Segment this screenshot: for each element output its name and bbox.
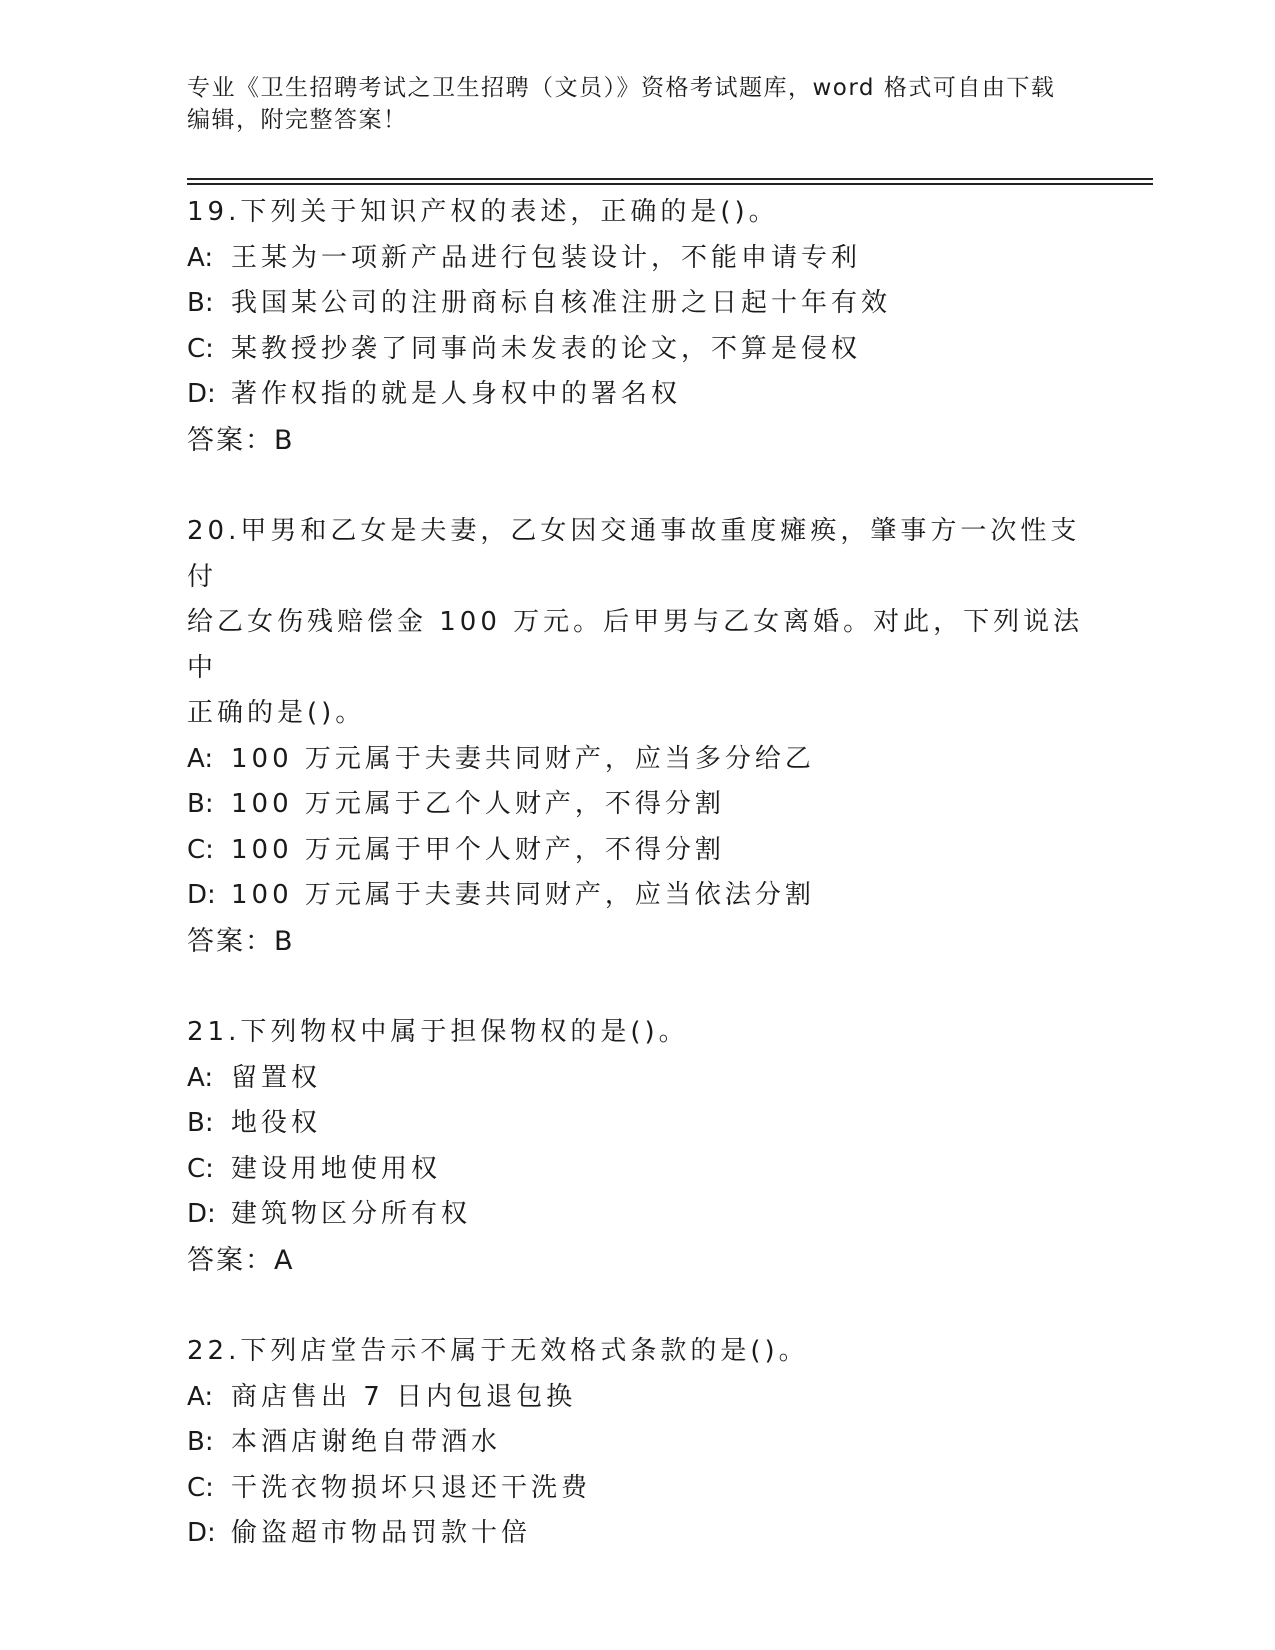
option-text: 地役权 xyxy=(231,1108,322,1138)
option-text: 王某为一项新产品进行包装设计，不能申请专利 xyxy=(231,242,862,273)
header-line: 编辑，附完整答案！ xyxy=(187,107,408,133)
option-text: 100 万元属于甲个人财产，不得分割 xyxy=(231,834,725,865)
option-a xyxy=(187,1375,1087,1421)
option-text: 100 万元属于夫妻共同财产，应当多分给乙 xyxy=(231,743,815,774)
option-text: 著作权指的就是人身权中的署名权 xyxy=(231,379,682,409)
option-key: B: xyxy=(187,1427,214,1457)
header-divider xyxy=(187,183,1153,185)
option-d xyxy=(187,1192,1087,1238)
question-list xyxy=(187,190,1087,1603)
option-b xyxy=(187,281,1087,327)
option-text: 某教授抄袭了同事尚未发表的论文，不算是侵权 xyxy=(231,333,862,364)
option-key: D: xyxy=(187,1199,216,1229)
option-d xyxy=(187,873,1087,919)
option-a xyxy=(187,737,1087,783)
option-key: D: xyxy=(187,1518,216,1548)
option-a xyxy=(187,1056,1087,1102)
option-text: 干洗衣物损坏只退还干洗费 xyxy=(231,1472,592,1503)
option-a xyxy=(187,236,1087,282)
question-item xyxy=(187,190,1087,463)
question-text: 22.下列店堂告示不属于无效格式条款的是()。 xyxy=(187,1336,809,1366)
option-text: 留置权 xyxy=(231,1062,322,1093)
option-c xyxy=(187,828,1087,874)
header-line: 专业《卫生招聘考试之卫生招聘（文员）》资格考试题库，word 格式可自由下载 xyxy=(187,75,1056,101)
question-text: 21.下列物权中属于担保物权的是()。 xyxy=(187,1017,689,1047)
answer-text: 答案：B xyxy=(187,925,295,957)
option-text: 100 万元属于乙个人财产，不得分割 xyxy=(231,789,725,819)
option-text: 商店售出 7 日内包退包换 xyxy=(231,1381,577,1412)
option-key: B: xyxy=(187,789,214,819)
answer-text: 答案：B xyxy=(187,424,295,456)
option-c xyxy=(187,1466,1087,1512)
option-key: A: xyxy=(187,242,214,273)
question-text: 正确的是()。 xyxy=(187,698,366,728)
option-key: C: xyxy=(187,333,214,364)
option-text: 偷盗超市物品罚款十倍 xyxy=(231,1518,532,1548)
option-text: 100 万元属于夫妻共同财产，应当依法分割 xyxy=(231,880,815,910)
option-text: 本酒店谢绝自带酒水 xyxy=(231,1427,502,1457)
option-key: A: xyxy=(187,1381,214,1412)
option-key: D: xyxy=(187,379,216,409)
option-key: B: xyxy=(187,288,214,318)
option-key: A: xyxy=(187,743,214,774)
option-key: A: xyxy=(187,1062,214,1093)
document-header xyxy=(187,72,1087,136)
question-text: 20.甲男和乙女是夫妻，乙女因交通事故重度瘫痪，肇事方一次性支付 xyxy=(187,516,1081,592)
option-key: C: xyxy=(187,1153,214,1184)
question-item xyxy=(187,1329,1087,1557)
option-text: 我国某公司的注册商标自核准注册之日起十年有效 xyxy=(231,288,892,318)
option-d xyxy=(187,372,1087,418)
option-key: B: xyxy=(187,1108,214,1138)
option-text: 建筑物区分所有权 xyxy=(231,1199,472,1229)
question-item xyxy=(187,1010,1087,1283)
option-b xyxy=(187,782,1087,828)
option-text: 建设用地使用权 xyxy=(231,1153,442,1184)
question-text: 19.下列关于知识产权的表述，正确的是()。 xyxy=(187,197,779,227)
answer-text: 答案：A xyxy=(187,1244,295,1276)
question-text: 给乙女伤残赔偿金 100 万元。后甲男与乙女离婚。对此，下列说法中 xyxy=(187,607,1084,683)
option-b xyxy=(187,1101,1087,1147)
option-d xyxy=(187,1511,1087,1557)
option-b xyxy=(187,1420,1087,1466)
option-key: D: xyxy=(187,880,216,910)
option-c xyxy=(187,1147,1087,1193)
header-divider xyxy=(187,178,1153,180)
option-key: C: xyxy=(187,1472,214,1503)
question-item xyxy=(187,509,1087,964)
option-key: C: xyxy=(187,834,214,865)
option-c xyxy=(187,327,1087,373)
